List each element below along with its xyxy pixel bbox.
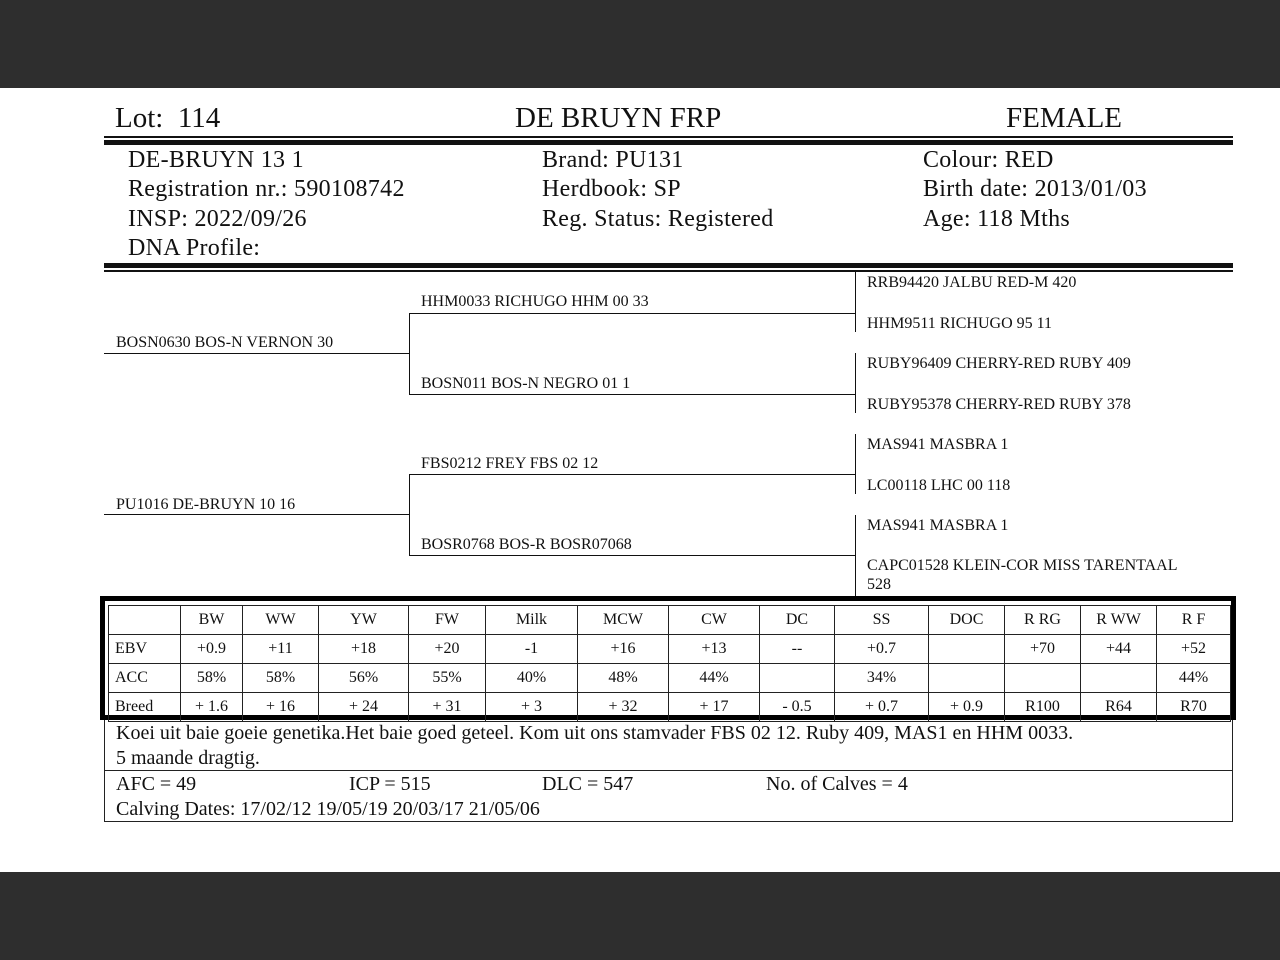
- colour: Colour: RED: [923, 147, 1054, 173]
- registration-number: Registration nr.: 590108742: [128, 176, 405, 202]
- ebv-cell: R70: [1157, 693, 1231, 722]
- sd-bracket: [855, 353, 856, 413]
- calving-dates: Calving Dates: 17/02/12 19/05/19 20/03/17 21/05/06: [116, 798, 540, 820]
- herdbook: Herdbook: SP: [542, 176, 681, 202]
- registration-status: Reg. Status: Registered: [542, 206, 774, 232]
- ebv-cell: --: [760, 635, 835, 664]
- inspection-date: INSP: 2022/09/26: [128, 206, 307, 232]
- ebv-col-header: BW: [181, 606, 243, 635]
- lot-sheet: [0, 88, 1280, 872]
- ebv-row-label: ACC: [109, 664, 181, 693]
- ebv-cell: + 0.7: [835, 693, 929, 722]
- ebv-cell: + 1.6: [181, 693, 243, 722]
- header-rule-thin: [104, 136, 1233, 138]
- birth-date: Birth date: 2013/01/03: [923, 176, 1147, 202]
- sd-line: [409, 394, 856, 395]
- ebv-cell: +44: [1081, 635, 1157, 664]
- pedigree-ddd-line2: 528: [867, 576, 891, 593]
- ss-line: [409, 313, 856, 314]
- ebv-cell: [1005, 664, 1081, 693]
- ebv-cell: 40%: [486, 664, 578, 693]
- info-rule-thick: [104, 263, 1233, 268]
- dam-bracket: [409, 474, 410, 556]
- ebv-col-header: Milk: [486, 606, 578, 635]
- ebv-cell: - 0.5: [760, 693, 835, 722]
- ebv-col-header: YW: [319, 606, 409, 635]
- ss-bracket: [855, 272, 856, 332]
- ebv-col-header: FW: [409, 606, 486, 635]
- ebv-col-header: R RG: [1005, 606, 1081, 635]
- dd-bracket: [855, 515, 856, 599]
- comment-line-2: 5 maande dragtig.: [116, 747, 260, 769]
- ebv-cell: +13: [669, 635, 760, 664]
- ebv-row-breed: [109, 693, 1231, 722]
- ebv-cell: -1: [486, 635, 578, 664]
- ebv-cell: + 32: [578, 693, 669, 722]
- ebv-row-label: Breed: [109, 693, 181, 722]
- ebv-cell: 58%: [243, 664, 319, 693]
- icp-value: ICP = 515: [349, 773, 431, 795]
- ebv-cell: +70: [1005, 635, 1081, 664]
- ebv-table-frame: [100, 596, 1236, 720]
- ebv-col-header: R WW: [1081, 606, 1157, 635]
- pedigree-sire-sire: HHM0033 RICHUGO HHM 00 33: [421, 293, 649, 310]
- ebv-cell: + 0.9: [929, 693, 1005, 722]
- age: Age: 118 Mths: [923, 206, 1071, 232]
- dam-line: [104, 514, 410, 515]
- pedigree-sire: BOSN0630 BOS-N VERNON 30: [116, 334, 334, 351]
- ebv-cell: [929, 664, 1005, 693]
- ebv-col-header: R F: [1157, 606, 1231, 635]
- ebv-cell: 48%: [578, 664, 669, 693]
- ebv-col-header: WW: [243, 606, 319, 635]
- ebv-cell: 34%: [835, 664, 929, 693]
- pedigree-dss: MAS941 MASBRA 1: [867, 436, 1009, 453]
- ebv-cell: 56%: [319, 664, 409, 693]
- pedigree-dam: PU1016 DE-BRUYN 10 16: [116, 496, 296, 513]
- ebv-cell: 58%: [181, 664, 243, 693]
- animal-name: DE-BRUYN 13 1: [128, 147, 304, 173]
- dd-line: [409, 555, 856, 556]
- ebv-cell: R100: [1005, 693, 1081, 722]
- ebv-cell: [1081, 664, 1157, 693]
- ebv-cell: + 31: [409, 693, 486, 722]
- ebv-cell: + 24: [319, 693, 409, 722]
- afc-value: AFC = 49: [116, 773, 197, 795]
- ebv-cell: +0.7: [835, 635, 929, 664]
- ebv-col-header: [109, 606, 181, 635]
- notes-box: [104, 720, 1233, 822]
- pedigree-sdd: RUBY95378 CHERRY-RED RUBY 378: [867, 396, 1131, 413]
- ebv-cell: +11: [243, 635, 319, 664]
- info-rule-thin: [104, 270, 1233, 272]
- ebv-cell: + 3: [486, 693, 578, 722]
- ebv-row-acc: [109, 664, 1231, 693]
- pedigree-dam-sire: FBS0212 FREY FBS 02 12: [421, 455, 599, 472]
- pedigree-ddd: [867, 558, 1178, 593]
- ebv-cell: [760, 664, 835, 693]
- ebv-col-header: MCW: [578, 606, 669, 635]
- ds-line: [409, 474, 856, 475]
- pedigree-dds: MAS941 MASBRA 1: [867, 517, 1009, 534]
- pedigree-ssd: HHM9511 RICHUGO 95 11: [867, 315, 1053, 332]
- sire-bracket: [409, 313, 410, 395]
- pedigree-sss: RRB94420 JALBU RED-M 420: [867, 274, 1077, 291]
- ebv-cell: + 16: [243, 693, 319, 722]
- pedigree-dam-dam: BOSR0768 BOS-R BOSR07068: [421, 536, 632, 553]
- ebv-header-row: [109, 606, 1231, 635]
- ds-bracket: [855, 434, 856, 494]
- ebv-col-header: DC: [760, 606, 835, 635]
- ebv-cell: +16: [578, 635, 669, 664]
- ebv-col-header: SS: [835, 606, 929, 635]
- pedigree-sire-dam: BOSN011 BOS-N NEGRO 01 1: [421, 375, 631, 392]
- ebv-cell: +20: [409, 635, 486, 664]
- ebv-cell: 44%: [1157, 664, 1231, 693]
- lot-heading: [115, 104, 220, 133]
- sire-line: [104, 353, 410, 354]
- lot-number: 114: [177, 102, 221, 134]
- notes-divider: [105, 770, 1232, 771]
- sex-label: FEMALE: [1006, 102, 1122, 134]
- pedigree-ddd-line1: CAPC01528 KLEIN-COR MISS TARENTAAL: [867, 557, 1178, 574]
- ebv-cell: + 17: [669, 693, 760, 722]
- ebv-cell: +18: [319, 635, 409, 664]
- comment-line-1: Koei uit baie goeie genetika.Het baie goed geteel. Kom uit ons stamvader FBS 02 12. Ruby 409, MAS1 en HHM 0033.: [116, 722, 1074, 744]
- brand: Brand: PU131: [542, 147, 684, 173]
- dna-profile: DNA Profile:: [128, 235, 261, 261]
- lot-label: Lot:: [115, 102, 164, 134]
- pedigree-dsd: LC00118 LHC 00 118: [867, 477, 1011, 494]
- ebv-cell: 44%: [669, 664, 760, 693]
- ebv-col-header: CW: [669, 606, 760, 635]
- ebv-cell: +0.9: [181, 635, 243, 664]
- ebv-cell: 55%: [409, 664, 486, 693]
- calves-count: No. of Calves = 4: [766, 773, 908, 795]
- dlc-value: DLC = 547: [542, 773, 634, 795]
- pedigree-sds: RUBY96409 CHERRY-RED RUBY 409: [867, 355, 1131, 372]
- ebv-cell: [929, 635, 1005, 664]
- breeder-name: DE BRUYN FRP: [515, 102, 722, 134]
- ebv-row-ebv: [109, 635, 1231, 664]
- header-rule-thick: [104, 140, 1233, 145]
- ebv-col-header: DOC: [929, 606, 1005, 635]
- ebv-cell: R64: [1081, 693, 1157, 722]
- ebv-table: [108, 605, 1231, 722]
- ebv-row-label: EBV: [109, 635, 181, 664]
- ebv-cell: +52: [1157, 635, 1231, 664]
